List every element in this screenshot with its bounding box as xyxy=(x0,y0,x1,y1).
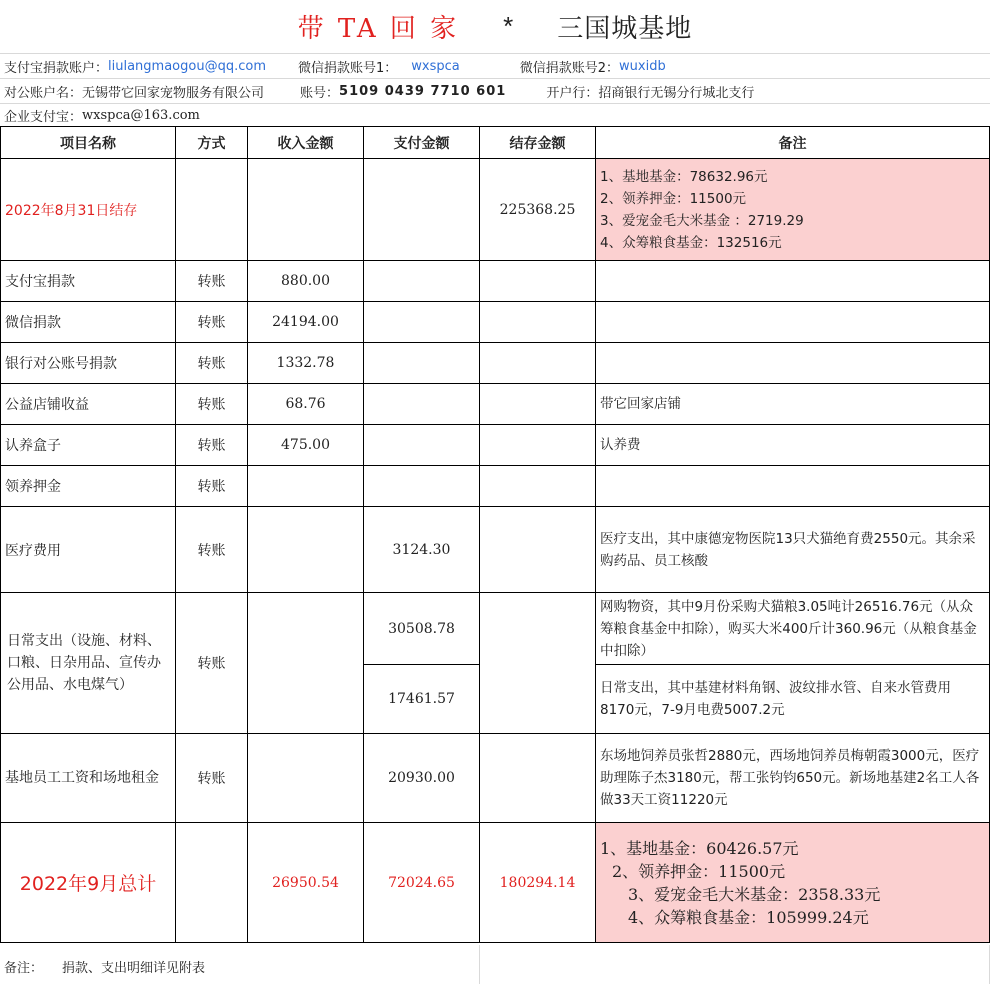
opening-method xyxy=(176,159,248,261)
alipay-account[interactable]: liulangmaogou@qq.com xyxy=(108,58,266,74)
row-method: 转账 xyxy=(176,425,248,466)
wages-method: 转账 xyxy=(176,734,248,823)
daily-income xyxy=(248,593,364,734)
wages-row xyxy=(1,734,990,823)
opening-note-4: 4、众筹粮食基金：132516元 xyxy=(600,234,782,251)
title-brand: 带 TA 回 家 xyxy=(297,14,460,44)
account-label: 账号： xyxy=(300,85,340,101)
header-notes: 备注 xyxy=(596,127,990,159)
footer-note xyxy=(0,945,990,984)
opening-balance: 225368.25 xyxy=(480,159,596,261)
row-method: 转账 xyxy=(176,261,248,302)
table-row xyxy=(1,466,990,507)
opening-income xyxy=(248,159,364,261)
total-note-2: 2、领养押金：11500元 xyxy=(612,861,786,881)
wages-name: 基地员工工资和场地租金 xyxy=(1,734,176,823)
total-name: 2022年9月总计 xyxy=(1,823,176,943)
row-note: 带它回家店铺 xyxy=(596,384,990,425)
row-balance xyxy=(480,343,596,384)
row-method: 转账 xyxy=(176,302,248,343)
daily-expense-row xyxy=(1,593,990,665)
table-row xyxy=(1,261,990,302)
total-row xyxy=(1,823,990,943)
corp-alipay-label: 企业支付宝： xyxy=(4,109,83,125)
opening-balance-row xyxy=(1,159,990,261)
header-income: 收入金额 xyxy=(248,127,364,159)
row-method: 转账 xyxy=(176,384,248,425)
table-header-row xyxy=(1,127,990,159)
daily-balance xyxy=(480,593,596,734)
row-balance xyxy=(480,384,596,425)
wechat1-account[interactable]: wxspca xyxy=(411,58,460,74)
header-item-name: 项目名称 xyxy=(1,127,176,159)
title-base: 三国城基地 xyxy=(557,14,693,44)
row-note xyxy=(596,302,990,343)
header-balance: 结存金额 xyxy=(480,127,596,159)
row-method: 转账 xyxy=(176,343,248,384)
total-balance: 180294.14 xyxy=(480,823,596,943)
row-name: 公益店铺收益 xyxy=(1,384,176,425)
total-note-4: 4、众筹粮食基金：105999.24元 xyxy=(628,907,869,927)
opening-note-1: 1、基地基金：78632.96元 xyxy=(600,168,768,185)
row-income: 24194.00 xyxy=(248,302,364,343)
row-name: 银行对公账号捐款 xyxy=(1,343,176,384)
header-method: 方式 xyxy=(176,127,248,159)
account-number: 5109 0439 7710 601 xyxy=(339,83,507,99)
row-income: 880.00 xyxy=(248,261,364,302)
row-balance xyxy=(480,261,596,302)
daily-method: 转账 xyxy=(176,593,248,734)
row-balance xyxy=(480,466,596,507)
row-method: 转账 xyxy=(176,466,248,507)
row-income: 1332.78 xyxy=(248,343,364,384)
table-row xyxy=(1,343,990,384)
row-income xyxy=(248,507,364,593)
total-notes xyxy=(596,823,990,943)
daily-pay-1: 30508.78 xyxy=(364,593,480,665)
daily-note-2: 日常支出，其中基建材料角钢、波纹排水管、自来水管费用8170元，7-9月电费5007.2元 xyxy=(596,665,990,734)
total-pay: 72024.65 xyxy=(364,823,480,943)
row-pay xyxy=(364,343,480,384)
row-income: 68.76 xyxy=(248,384,364,425)
row-method: 转账 xyxy=(176,507,248,593)
row-balance xyxy=(480,425,596,466)
table-row xyxy=(1,425,990,466)
wages-pay: 20930.00 xyxy=(364,734,480,823)
wechat2-label: 微信捐款账号2： xyxy=(519,60,620,76)
company-label: 对公账户名： xyxy=(4,85,83,101)
title-separator: * xyxy=(503,11,514,41)
row-pay xyxy=(364,425,480,466)
row-pay xyxy=(364,261,480,302)
row-note xyxy=(596,261,990,302)
row-note: 医疗支出，其中康德宠物医院13只犬猫绝育费2550元。其余采购药品、员工核酸 xyxy=(596,507,990,593)
row-balance xyxy=(480,507,596,593)
row-pay xyxy=(364,466,480,507)
footer-label: 备注： xyxy=(4,961,44,976)
wechat1-label: 微信捐款账号1： xyxy=(297,60,398,76)
table-row xyxy=(1,507,990,593)
info-row-corp-alipay xyxy=(0,104,990,126)
footer-text: 捐款、支出明细详见附表 xyxy=(62,961,206,976)
total-note-3: 3、爱宠金毛大米基金：2358.33元 xyxy=(628,884,881,904)
row-income: 475.00 xyxy=(248,425,364,466)
bank-label: 开户行： xyxy=(546,85,599,101)
wages-balance xyxy=(480,734,596,823)
opening-notes xyxy=(596,159,990,261)
wages-income xyxy=(248,734,364,823)
total-method xyxy=(176,823,248,943)
daily-note-1: 网购物资，其中9月份采购犬猫粮3.05吨计26516.76元（从众筹粮食基金中扣除），购买大米400斤计360.96元（从粮食基金中扣除） xyxy=(596,593,990,665)
row-pay: 3124.30 xyxy=(364,507,480,593)
row-note xyxy=(596,343,990,384)
row-note xyxy=(596,466,990,507)
table-row xyxy=(1,384,990,425)
daily-name: 日常支出（设施、材料、口粮、日杂用品、宣传办公用品、水电煤气） xyxy=(1,593,176,734)
opening-note-3: 3、爱宠金毛大米基金 ：2719.29 xyxy=(600,212,804,229)
row-income xyxy=(248,466,364,507)
opening-note-2: 2、领养押金：11500元 xyxy=(600,190,747,207)
company-name: 无锡带它回家宠物服务有限公司 xyxy=(82,85,265,101)
page-title xyxy=(0,0,990,54)
row-name: 领养押金 xyxy=(1,466,176,507)
table-row xyxy=(1,302,990,343)
finance-table xyxy=(0,126,990,943)
total-note-1: 1、基地基金：60426.57元 xyxy=(600,838,799,858)
wechat2-account[interactable]: wuxidb xyxy=(619,58,666,74)
info-row-bank-account xyxy=(0,79,990,104)
daily-pay-2: 17461.57 xyxy=(364,665,480,734)
row-name: 微信捐款 xyxy=(1,302,176,343)
total-income: 26950.54 xyxy=(248,823,364,943)
info-row-donation-accounts xyxy=(0,54,990,79)
row-note: 认养费 xyxy=(596,425,990,466)
row-pay xyxy=(364,302,480,343)
row-balance xyxy=(480,302,596,343)
corp-alipay-account[interactable]: wxspca@163.com xyxy=(82,107,200,123)
opening-name: 2022年8月31日结存 xyxy=(1,159,176,261)
bank-name: 招商银行无锡分行城北支行 xyxy=(598,85,755,101)
opening-pay xyxy=(364,159,480,261)
wages-note: 东场地饲养员张哲2880元，西场地饲养员梅朝霞3000元，医疗助理陈子杰3180元，帮工张钧钧650元。新场地基建2名工人各做33天工资11220元 xyxy=(596,734,990,823)
alipay-label: 支付宝捐款账户： xyxy=(4,60,109,76)
row-pay xyxy=(364,384,480,425)
row-name: 认养盒子 xyxy=(1,425,176,466)
row-name: 医疗费用 xyxy=(1,507,176,593)
header-payment: 支付金额 xyxy=(364,127,480,159)
row-name: 支付宝捐款 xyxy=(1,261,176,302)
